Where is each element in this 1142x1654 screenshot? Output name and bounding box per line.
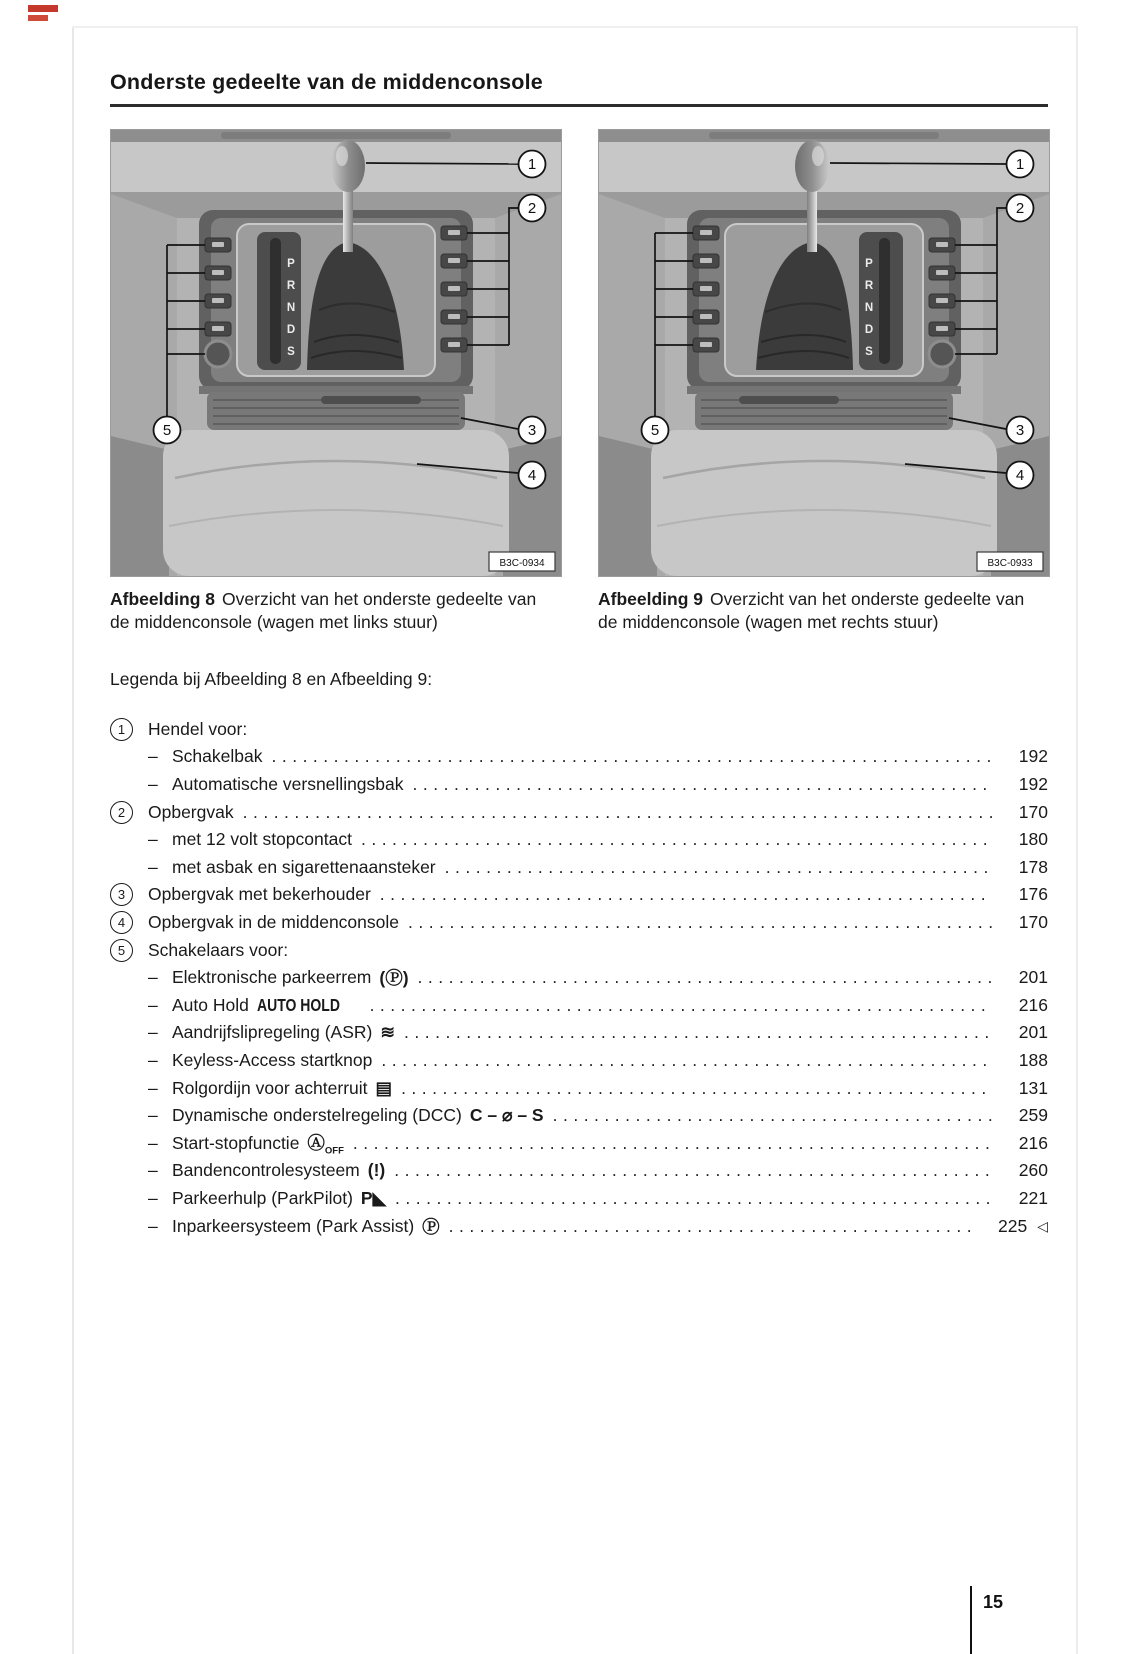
figure-8-image [110,129,562,577]
legend-sub-item [110,826,1048,854]
item-label: Keyless-Access startknop [172,1049,373,1070]
svg-text:3: 3 [1015,422,1025,439]
sunblind-icon: ▤ [375,1077,393,1098]
page-ref: 201 [1018,967,1048,988]
legend-sub-item [110,1212,1048,1240]
park-assist-icon: Ⓟ [422,1216,440,1237]
page-ref: 192 [1018,746,1048,767]
svg-text:R: R [286,280,296,292]
dash: – [148,967,158,988]
legend-main-item [110,881,1048,909]
asr-icon: ≋ [380,1022,396,1043]
tire-pressure-icon: (!) [367,1160,386,1181]
dot-leader [413,774,992,795]
dot-leader [395,1188,992,1209]
svg-text:2: 2 [1015,200,1025,217]
page-ref: 170 [1018,911,1048,932]
page-ref: 260 [1018,1160,1048,1181]
svg-text:1: 1 [527,156,537,173]
figure-9-caption-label: Afbeelding 9 [598,589,704,609]
svg-text:1: 1 [1015,156,1025,173]
page-ref: 216 [1018,1132,1048,1153]
page-ref: 180 [1018,829,1048,850]
dcc-mode-symbols: C – ⌀ – S [469,1105,544,1126]
item-label: Schakelbak [172,746,263,767]
item-number-badge: 4 [110,911,133,934]
legend-list [110,716,1048,1240]
svg-text:R: R [864,280,874,292]
svg-text:5: 5 [650,422,660,439]
scan-edge [1076,26,1078,1654]
legend-sub-item [110,1102,1048,1130]
legend-sub-item [110,1185,1048,1213]
legend-sub-item [110,1074,1048,1102]
figure-code-label [489,552,555,571]
scan-edge [72,26,74,1654]
item-label: Parkeerhulp (ParkPilot) [172,1187,353,1208]
svg-text:3: 3 [527,422,537,439]
legend-main-item [110,798,1048,826]
dash: – [148,1077,158,1098]
dash: – [148,856,158,877]
legend-main-item [110,909,1048,937]
item-label: Hendel voor: [148,718,248,739]
page-ref: 259 [1018,1105,1048,1126]
scan-edge [72,26,1078,28]
legend-sub-item [110,854,1048,882]
figure-9-caption-text: Overzicht van het onderste gedeelte van de middenconsole (wagen met rechts stuur) [598,589,1025,633]
legend-sub-item [110,1157,1048,1185]
figure-9-image [598,129,1050,577]
legend-sub-item [110,771,1048,799]
dot-leader [370,995,992,1016]
dot-leader [394,1160,992,1181]
page-ref: 225 [998,1215,1028,1236]
dot-leader [449,1216,972,1237]
svg-text:P: P [865,258,873,270]
svg-text:4: 4 [527,467,537,484]
item-label: Elektronische parkeerrem [172,967,372,988]
page-ref: 216 [1018,994,1048,1015]
svg-text:B3C-0933: B3C-0933 [987,558,1033,569]
dash: – [148,829,158,850]
item-label: Opbergvak met bekerhouder [148,884,371,905]
page-content [110,70,1048,1240]
item-number-badge: 2 [110,801,133,824]
dot-leader [380,884,992,905]
auto-hold-label: AUTO HOLD [256,994,340,1015]
section-end-marker: ◁ [1037,1217,1048,1234]
item-number-badge: 3 [110,883,133,906]
dash: – [148,1049,158,1070]
figure-8 [110,129,562,635]
svg-text:N: N [286,302,296,314]
legend-sub-item [110,991,1048,1019]
page-ref: 176 [1018,884,1048,905]
item-label: Automatische versnellingsbak [172,774,404,795]
dot-leader [408,912,992,933]
dot-leader [404,1022,992,1043]
page-ref: 178 [1018,856,1048,877]
page-ref: 188 [1018,1049,1048,1070]
parking-brake-icon: (Ⓟ) [379,968,409,989]
crop-mark [28,15,48,21]
legend-sub-item [110,1019,1048,1047]
page-ref: 170 [1018,801,1048,822]
svg-text:P: P [287,258,295,270]
page-ref: 201 [1018,1022,1048,1043]
figure-8-caption-text: Overzicht van het onderste gedeelte van de middenconsole (wagen met links stuur) [110,589,537,633]
dash: – [148,1187,158,1208]
item-label: met asbak en sigarettenaansteker [172,856,436,877]
item-label: Start-stopfunctie [172,1132,300,1153]
item-label: Schakelaars voor: [148,939,289,960]
legend-sub-item [110,743,1048,771]
dash: – [148,1022,158,1043]
dot-leader [401,1078,992,1099]
dash: – [148,994,158,1015]
page-title: Onderste gedeelte van de middenconsole [110,70,1048,107]
dot-leader [243,802,992,823]
svg-text:2: 2 [527,200,537,217]
figure-9-caption [598,588,1048,635]
svg-text:4: 4 [1015,467,1025,484]
legend-main-item [110,716,1048,744]
legend-main-item [110,936,1048,964]
item-label: Bandencontrolesysteem [172,1160,360,1181]
svg-text:D: D [864,324,874,336]
dot-leader [353,1133,992,1154]
dot-leader [271,746,992,767]
svg-text:5: 5 [162,422,172,439]
dash: – [148,1160,158,1181]
item-label: Opbergvak [148,801,234,822]
svg-text:B3C-0934: B3C-0934 [499,558,545,569]
item-label: Opbergvak in de middenconsole [148,911,399,932]
item-label: Rolgordijn voor achterruit [172,1077,368,1098]
legend-sub-item [110,1129,1048,1157]
page-ref: 221 [1018,1187,1048,1208]
start-stop-icon: $Ⓐ_{OFF}$ [307,1132,344,1157]
legend-sub-item [110,1047,1048,1075]
page-ref: 131 [1018,1077,1048,1098]
console-illustration-mirrored [599,130,1049,576]
svg-text:D: D [286,324,296,336]
item-label: Inparkeersysteem (Park Assist) [172,1215,415,1236]
legend-sub-item [110,964,1048,992]
park-pilot-icon: P◣ [360,1187,387,1208]
figures-row [110,129,1048,635]
dash: – [148,746,158,767]
dot-leader [445,857,992,878]
dash: – [148,1132,158,1153]
console-illustration [111,130,561,576]
figure-8-caption-label: Afbeelding 8 [110,589,216,609]
dot-leader [553,1105,992,1126]
svg-text:S: S [287,346,295,358]
figure-9 [598,129,1050,635]
legend-intro: Legenda bij Afbeelding 8 en Afbeelding 9: [110,668,433,689]
dot-leader [381,1050,992,1071]
item-label: met 12 volt stopcontact [172,829,352,850]
crop-mark [28,5,58,12]
item-label: Auto Hold [172,994,249,1015]
svg-text:N: N [864,302,874,314]
dot-leader [361,829,992,850]
figure-8-caption [110,588,560,635]
item-label: Dynamische onderstelregeling (DCC) [172,1105,462,1126]
footer-rule [970,1586,972,1654]
dash: – [148,1215,158,1236]
dot-leader [418,967,992,988]
page-ref: 192 [1018,774,1048,795]
figure-code-label [977,552,1043,571]
page-number: 15 [983,1592,1004,1612]
item-number-badge: 1 [110,718,133,741]
dash: – [148,774,158,795]
svg-text:S: S [865,346,873,358]
item-label: Aandrijfslipregeling (ASR) [172,1022,373,1043]
item-number-badge: 5 [110,939,133,962]
dash: – [148,1105,158,1126]
